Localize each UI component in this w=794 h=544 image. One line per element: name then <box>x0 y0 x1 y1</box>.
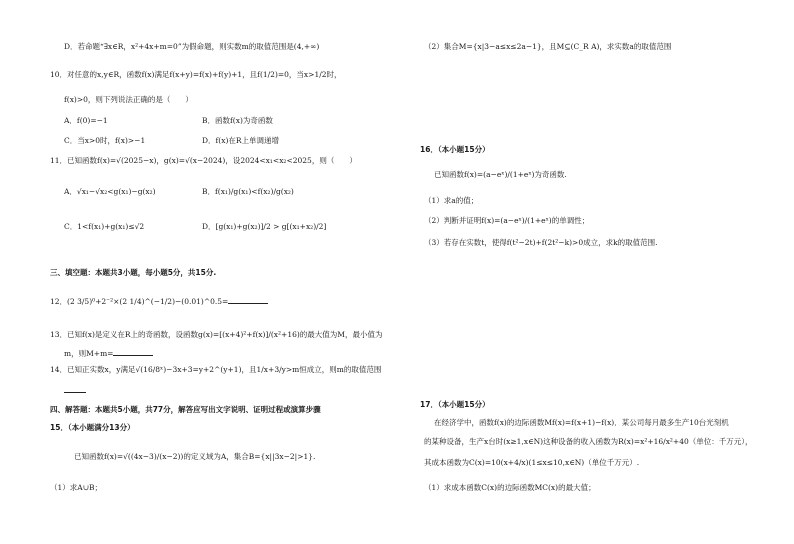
q16-part3: （3）若存在实数t，使得f(t²−2t)+f(2t²−k)>0成立，求k的取值范围. <box>424 238 658 247</box>
q11-stem: 11．已知函数f(x)=√(2025−x)，g(x)=√(x−2024)，设2024<x₁<x₂<2025，则（ ） <box>50 156 357 165</box>
q11-option-b: B．f(x₁)/g(x₁)<f(x₂)/g(x₂) <box>202 187 294 196</box>
q13-line2 <box>64 347 153 359</box>
q10-option-c: C．当x>0时，f(x)>−1 <box>64 136 146 145</box>
q13-line1: 13．已知f(x)是定义在R上的奇函数，设函数g(x)=[(x+4)²+f(x)]/(x²+16)的最大值为M，最小值为 <box>50 330 383 339</box>
q13-answer-blank[interactable] <box>113 347 153 356</box>
q13-text: m，则M+m= <box>64 349 114 358</box>
q10-option-b: B．函数f(x)为奇函数 <box>202 116 273 125</box>
section-3-heading: 三、填空题：本题共3小题，每小题5分，共15分. <box>50 268 217 277</box>
q15-body: 已知函数f(x)=√((4x−3)/(x−2))的定义域为A，集合B={x||3x−2|>1}. <box>74 452 316 461</box>
q9-option-d: D．若命题“∃x∈R，x²+4x+m=0”为假命题，则实数m的取值范围是(4,+∞) <box>64 42 320 51</box>
q15-heading: 15．（本小题满分13分） <box>50 423 135 432</box>
q16-heading: 16．（本小题15分） <box>420 145 490 154</box>
q17-line2: 的某种设备，生产x台时(x≥1,x∈N)这种设备的收入函数为R(x)=x²+16/x²+40（单位：千万元）， <box>424 437 753 446</box>
q12-text: 12．(2 3/5)⁰+2⁻²×(2 1/4)^(−1/2)−(0.01)^0.5= <box>50 297 229 306</box>
q14-line2 <box>64 384 86 396</box>
q14-line: 14．已知正实数x，y满足√(16/8ˣ)−3x+3=y+2^(y+1)，且1/x+3/y>m恒成立，则m的取值范围 <box>50 365 382 374</box>
q17-part1: （1）求成本函数C(x)的边际函数MC(x)的最大值； <box>424 483 596 492</box>
q10-stem-line2: f(x)>0，则下列说法正确的是（ ） <box>64 95 193 104</box>
q10-option-d: D．f(x)在R上单调递增 <box>202 136 280 145</box>
section-4-heading: 四、解答题：本题共5小题，共77分，解答应写出文字说明、证明过程或演算步骤 <box>50 405 321 414</box>
q16-part2: （2）判断并证明f(x)=(a−eˣ)/(1+eˣ)的单调性； <box>424 216 590 225</box>
q11-option-d: D．[g(x₁)+g(x₂)]/2 > g[(x₁+x₂)/2] <box>202 222 327 231</box>
q11-option-a: A．√x₁−√x₂<g(x₁)−g(x₂) <box>64 187 156 196</box>
q12-line <box>50 295 268 307</box>
q15-part1: （1）求A∪B； <box>50 483 102 492</box>
q16-body: 已知函数f(x)=(a−eˣ)/(1+eˣ)为奇函数. <box>434 170 567 179</box>
q15-part2: （2）集合M={x|3−a≤x≤2a−1}，且M⊆(C_R A)，求实数a的取值范围 <box>424 42 672 51</box>
q14-answer-blank[interactable] <box>64 384 86 393</box>
q16-part1: （1）求a的值； <box>424 196 479 205</box>
q12-answer-blank[interactable] <box>228 295 268 304</box>
q10-option-a: A．f(0)=−1 <box>64 116 108 125</box>
q10-stem-line1: 10．对任意的x,y∈R，函数f(x)满足f(x+y)=f(x)+f(y)+1，且f(1/2)=0，当x>1/2时， <box>50 70 342 79</box>
q11-option-c: C．1<f(x₁)+g(x₁)≤√2 <box>64 222 145 231</box>
q17-line1: 在经济学中，函数f(x)的边际函数Mf(x)=f(x+1)−f(x)．某公司每月最多生产10台光刻机 <box>434 418 729 427</box>
q17-line3: 其成本函数为C(x)=10(x+4/x)(1≤x≤10,x∈N)（单位千万元）. <box>424 458 640 467</box>
q17-heading: 17．（本小题15分） <box>420 400 490 409</box>
